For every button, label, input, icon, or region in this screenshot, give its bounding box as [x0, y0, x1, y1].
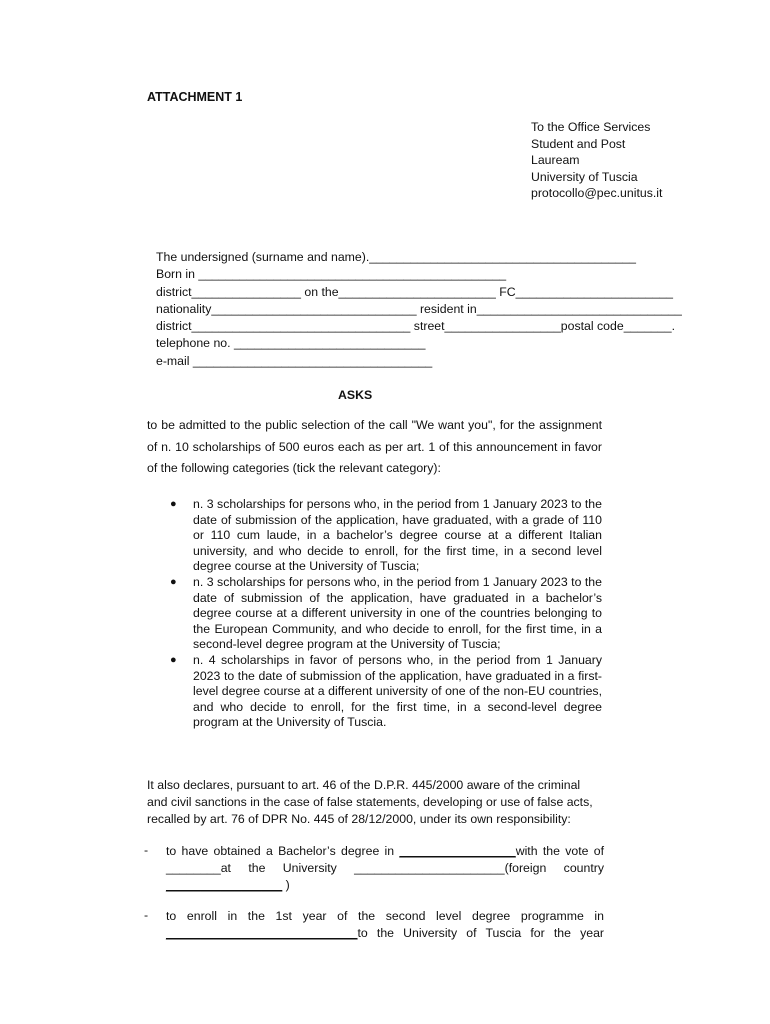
asks-heading: ASKS [338, 388, 373, 402]
addressee-line: Lauream [531, 153, 580, 167]
vote-text: with the vote of [515, 844, 604, 858]
bullet-icon: ● [170, 498, 177, 510]
nationality-residence-field-line[interactable]: nationality______________________________ resident in______________________________ [156, 301, 682, 316]
degree-line-2[interactable]: ________at the University ______________________(foreign country [166, 861, 604, 875]
addressee-line: To the Office Services [531, 120, 651, 134]
bullet-icon: ● [170, 575, 177, 588]
degree-line-3[interactable] [166, 877, 604, 894]
addressee-line: Student and Post [531, 136, 626, 151]
degree-blank[interactable]: _________________ [399, 844, 516, 858]
category-list [170, 497, 602, 731]
degree-text: to have obtained a Bachelor’s degree in [166, 844, 400, 858]
name-field-line[interactable]: The undersigned (surname and name)._______________________________________ [156, 250, 636, 264]
degree-line-1[interactable] [166, 843, 604, 860]
declaration-paragraph: It also declares, pursuant to art. 46 of the D.P.R. 445/2000 aware of the criminal and civil sanctions in the case of false statements, developing or use of false acts, recalled by art. 76 of DPR No. 445 of 28/12/2000, under its own responsibility: [147, 778, 593, 826]
category-text: n. 4 scholarships in favor of persons who, in the period from 1 January 2023 to the date of submission of the application, have graduated in a first-level degree course at a different university of one of the non-EU countries, and who decide to enroll, for the first time, in a second-level degree program at the University of Tuscia. [193, 652, 602, 730]
category-item[interactable] [170, 653, 602, 731]
telephone-field-line[interactable]: telephone no. ____________________________ [156, 336, 426, 351]
email-field-line[interactable]: e-mail ___________________________________ [156, 353, 433, 368]
category-text: n. 3 scholarships for persons who, in the period from 1 January 2023 to the date of submission of the application, have graduated, with a grade of 110 or 110 cum laude, in a bachelor’s degree course at a different Italian university, and who decide to enroll, for the first time, in a second level degree course at the University of Tuscia; [193, 497, 602, 574]
address-field-line[interactable]: district________________________________ street_________________postal code_______. [156, 319, 675, 334]
country-blank[interactable]: _________________ [166, 878, 283, 892]
category-text: n. 3 scholarships for persons who, in the period from 1 January 2023 to the date of submission of the application, have graduated in a bachelor’s degree course at a different university in one of the countries belonging to the European Community, and who decide to enroll, for the first time, in a second-level degree program at the University of Tuscia; [193, 574, 602, 652]
enroll-text: to the University of Tuscia for the year [357, 926, 604, 940]
addressee-block [531, 119, 662, 202]
programme-blank[interactable]: ____________________________ [166, 926, 358, 940]
dash-marker: - [144, 843, 149, 857]
birthplace-field-line[interactable]: Born in _____________________________________________ [156, 267, 507, 282]
addressee-email: protocollo@pec.unitus.it [531, 186, 663, 200]
bullet-icon: ● [170, 653, 177, 666]
document-title: ATTACHMENT 1 [147, 90, 243, 104]
request-paragraph: to be admitted to the public selection of the call "We want you", for the assignment of n. 10 scholarships of 500 euros each as per art. 1 of this announcement in favor of the following categories (tick the relevant category): [147, 418, 602, 475]
addressee-line: University of Tuscia [531, 169, 638, 184]
closing-paren: ) [282, 878, 290, 892]
enroll-line-2[interactable] [166, 925, 604, 942]
category-item[interactable] [170, 497, 602, 575]
district-date-fc-field-line[interactable]: district________________ on the_______________________ FC_______________________ [156, 284, 673, 299]
dash-marker: - [144, 908, 149, 922]
category-item[interactable] [170, 575, 602, 653]
applicant-details-form [156, 249, 682, 370]
enroll-line-1: to enroll in the 1st year of the second level degree programme in [166, 909, 604, 923]
